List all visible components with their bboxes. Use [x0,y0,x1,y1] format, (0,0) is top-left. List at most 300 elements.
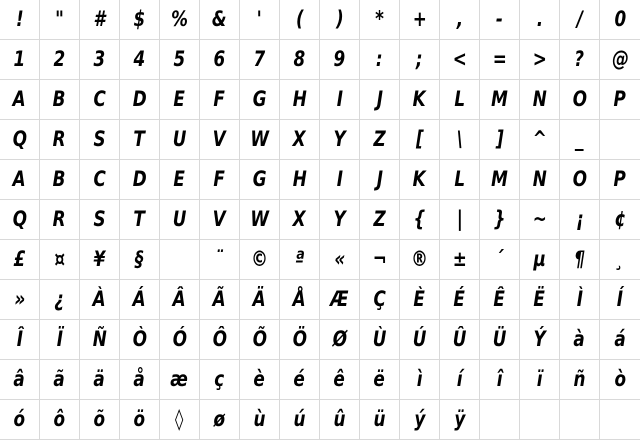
glyph-cell[interactable] [440,80,480,120]
glyph-character: > [532,47,547,71]
glyph-cell[interactable] [560,80,600,120]
glyph-character: V [212,127,226,151]
glyph-cell[interactable] [440,240,480,280]
glyph-cell[interactable] [120,200,160,240]
glyph-character: ¶ [574,247,585,271]
glyph-character: ; [416,47,423,71]
glyph-cell[interactable] [520,400,560,440]
glyph-cell[interactable] [400,400,440,440]
glyph-character: Û [452,327,467,351]
glyph-character: Ñ [92,327,107,351]
glyph-cell[interactable] [440,280,480,320]
glyph-character: M [491,167,508,191]
glyph-character: P [613,87,627,111]
glyph-cell[interactable] [240,320,280,360]
glyph-character: @ [611,47,629,71]
glyph-cell[interactable] [560,240,600,280]
glyph-cell[interactable] [480,160,520,200]
glyph-character: ì [416,367,423,391]
glyph-cell[interactable] [400,40,440,80]
glyph-cell[interactable] [440,160,480,200]
glyph-character: 2 [53,47,66,71]
glyph-cell[interactable] [600,200,640,240]
glyph-character: ® [411,247,428,271]
glyph-character: ù [253,407,266,431]
glyph-cell[interactable] [440,360,480,400]
glyph-cell[interactable] [400,0,440,40]
glyph-character: Ã [212,287,226,311]
glyph-character: ë [373,367,386,391]
glyph-cell[interactable] [40,160,80,200]
glyph-cell[interactable] [240,360,280,400]
glyph-character: æ [170,367,189,391]
glyph-cell[interactable] [480,360,520,400]
glyph-cell[interactable] [280,0,320,40]
glyph-cell[interactable] [200,80,240,120]
glyph-character: X [293,207,306,231]
glyph-character: ª [294,247,305,271]
glyph-cell[interactable] [360,80,400,120]
glyph-character: Ï [56,327,63,351]
glyph-cell[interactable] [400,160,440,200]
glyph-cell[interactable] [280,120,320,160]
glyph-cell[interactable] [360,240,400,280]
glyph-cell[interactable] [120,0,160,40]
glyph-character: : [376,47,383,71]
glyph-character: ¢ [614,207,626,231]
glyph-character: W [250,127,269,151]
glyph-cell[interactable] [0,160,40,200]
glyph-cell[interactable] [360,400,400,440]
glyph-cell[interactable] [480,120,520,160]
glyph-cell[interactable] [120,40,160,80]
glyph-character: 5 [173,47,186,71]
glyph-cell[interactable] [160,240,200,280]
glyph-cell[interactable] [480,280,520,320]
glyph-cell[interactable] [520,360,560,400]
glyph-character: ö [133,407,146,431]
glyph-cell[interactable] [160,120,200,160]
glyph-cell[interactable] [360,160,400,200]
glyph-character: E [173,87,186,111]
glyph-cell[interactable] [80,200,120,240]
glyph-character: ø [213,407,226,431]
glyph-character: ó [13,407,26,431]
glyph-character: M [491,87,508,111]
glyph-cell[interactable] [560,360,600,400]
glyph-cell[interactable] [600,120,640,160]
glyph-cell[interactable] [200,120,240,160]
glyph-character: I [336,167,343,191]
glyph-character: Í [616,287,624,311]
glyph-character: ! [15,7,24,31]
glyph-cell[interactable] [0,120,40,160]
glyph-cell[interactable] [160,400,200,440]
glyph-character: é [293,367,306,391]
glyph-character: ' [256,7,263,31]
glyph-cell[interactable] [120,360,160,400]
glyph-character: ÿ [454,407,465,431]
glyph-character: ¥ [93,247,106,271]
glyph-character: V [212,207,226,231]
glyph-cell[interactable] [360,360,400,400]
glyph-cell[interactable] [80,360,120,400]
glyph-character: À [92,287,106,311]
glyph-cell[interactable] [320,120,360,160]
glyph-cell[interactable] [480,80,520,120]
glyph-cell[interactable] [160,0,200,40]
glyph-cell[interactable] [40,120,80,160]
glyph-character: î [496,367,503,391]
glyph-cell[interactable] [120,240,160,280]
glyph-cell[interactable] [320,160,360,200]
glyph-character: ô [53,407,66,431]
glyph-cell[interactable] [600,280,640,320]
glyph-character: " [55,7,64,31]
glyph-cell[interactable] [40,80,80,120]
glyph-character: Ó [172,327,187,351]
glyph-cell[interactable] [200,0,240,40]
glyph-cell[interactable] [0,0,40,40]
glyph-character: B [53,87,66,111]
glyph-cell[interactable] [0,360,40,400]
glyph-cell[interactable] [520,120,560,160]
glyph-character: * [375,7,384,31]
glyph-character: » [14,287,25,311]
glyph-cell[interactable] [480,0,520,40]
glyph-cell[interactable] [40,400,80,440]
glyph-character: â [13,367,26,391]
glyph-cell[interactable] [0,40,40,80]
glyph-cell[interactable] [520,160,560,200]
glyph-character: Ë [533,287,546,311]
glyph-cell[interactable] [400,80,440,120]
glyph-cell[interactable] [160,160,200,200]
glyph-cell[interactable] [360,120,400,160]
glyph-character: Ì [576,287,583,311]
glyph-cell[interactable] [440,400,480,440]
glyph-cell[interactable] [440,320,480,360]
glyph-cell[interactable] [480,40,520,80]
glyph-cell[interactable] [120,280,160,320]
glyph-cell[interactable] [80,120,120,160]
glyph-character: C [93,167,106,191]
glyph-cell[interactable] [520,40,560,80]
glyph-character: ü [373,407,386,431]
glyph-cell[interactable] [560,120,600,160]
glyph-cell[interactable] [0,280,40,320]
glyph-cell[interactable] [480,400,520,440]
glyph-cell[interactable] [40,320,80,360]
glyph-cell[interactable] [0,80,40,120]
glyph-cell[interactable] [240,120,280,160]
glyph-character: ( [295,7,304,31]
glyph-cell[interactable] [280,320,320,360]
glyph-character: è [253,367,266,391]
glyph-character: D [132,167,147,191]
glyph-cell[interactable] [600,320,640,360]
glyph-character: ) [335,7,344,31]
glyph-cell[interactable] [320,360,360,400]
glyph-cell[interactable] [600,240,640,280]
glyph-character: / [576,7,583,31]
glyph-cell[interactable] [40,0,80,40]
glyph-cell[interactable] [160,320,200,360]
glyph-character: { [413,207,426,231]
glyph-cell[interactable] [560,40,600,80]
glyph-cell[interactable] [440,120,480,160]
glyph-cell[interactable] [520,80,560,120]
glyph-character: È [413,287,426,311]
glyph-cell[interactable] [40,280,80,320]
glyph-cell[interactable] [240,0,280,40]
glyph-cell[interactable] [80,160,120,200]
glyph-cell[interactable] [80,280,120,320]
glyph-character: [ [415,127,424,151]
glyph-cell[interactable] [360,200,400,240]
glyph-cell[interactable] [0,240,40,280]
glyph-character: Ü [492,327,507,351]
glyph-cell[interactable] [40,240,80,280]
glyph-cell[interactable] [160,80,200,120]
glyph-character: C [93,87,106,111]
glyph-character: I [336,87,343,111]
glyph-character: Á [132,287,146,311]
glyph-character: ú [293,407,306,431]
glyph-cell[interactable] [40,200,80,240]
glyph-character: G [252,167,267,191]
glyph-cell[interactable] [600,360,640,400]
glyph-cell[interactable] [600,400,640,440]
glyph-cell[interactable] [200,320,240,360]
glyph-character: Ú [412,327,427,351]
glyph-character: % [171,7,188,31]
glyph-cell[interactable] [80,240,120,280]
glyph-cell[interactable] [360,40,400,80]
glyph-character: , [456,7,463,31]
glyph-character: É [453,287,466,311]
glyph-character: Q [12,127,27,151]
glyph-cell[interactable] [120,320,160,360]
glyph-cell[interactable] [240,40,280,80]
glyph-character: E [173,167,186,191]
glyph-cell[interactable] [0,320,40,360]
glyph-character: Õ [252,327,267,351]
glyph-cell[interactable] [0,200,40,240]
glyph-cell[interactable] [320,0,360,40]
glyph-cell[interactable] [280,360,320,400]
glyph-cell[interactable] [520,0,560,40]
glyph-character: } [493,207,506,231]
glyph-character: F [213,167,226,191]
glyph-character: ñ [573,367,586,391]
glyph-character: + [412,7,427,31]
glyph-cell[interactable] [80,0,120,40]
glyph-character: Å [292,287,306,311]
glyph-cell[interactable] [320,240,360,280]
glyph-cell[interactable] [360,320,400,360]
glyph-cell[interactable] [240,240,280,280]
glyph-character: Ô [212,327,227,351]
glyph-cell[interactable] [200,280,240,320]
glyph-character: « [334,247,345,271]
glyph-character: W [250,207,269,231]
glyph-cell[interactable] [40,40,80,80]
glyph-cell[interactable] [120,80,160,120]
glyph-character: Â [172,287,186,311]
glyph-cell[interactable] [280,160,320,200]
glyph-cell[interactable] [240,160,280,200]
glyph-cell[interactable] [280,240,320,280]
glyph-character: J [376,167,383,191]
glyph-cell[interactable] [360,0,400,40]
glyph-character: P [613,167,627,191]
glyph-cell[interactable] [480,240,520,280]
glyph-cell[interactable] [480,200,520,240]
glyph-cell[interactable] [80,400,120,440]
glyph-character: Ö [292,327,307,351]
glyph-cell[interactable] [200,200,240,240]
glyph-character: O [572,167,587,191]
glyph-cell[interactable] [400,320,440,360]
glyph-character: ¬ [372,247,387,271]
glyph-character: 9 [333,47,346,71]
glyph-cell[interactable] [400,200,440,240]
glyph-cell[interactable] [0,400,40,440]
glyph-character: £ [13,247,26,271]
glyph-cell[interactable] [440,0,480,40]
glyph-cell[interactable] [200,160,240,200]
glyph-character: Ø [332,327,347,351]
glyph-character: R [53,127,66,151]
glyph-character: ã [53,367,66,391]
glyph-cell[interactable] [520,280,560,320]
glyph-cell[interactable] [480,320,520,360]
glyph-cell[interactable] [320,200,360,240]
glyph-cell[interactable] [200,400,240,440]
glyph-cell[interactable] [360,280,400,320]
glyph-character: 3 [93,47,106,71]
glyph-character: S [93,127,106,151]
glyph-cell[interactable] [600,40,640,80]
glyph-character: ◊ [175,407,184,431]
glyph-cell[interactable] [320,400,360,440]
glyph-cell[interactable] [280,280,320,320]
glyph-cell[interactable] [400,360,440,400]
glyph-cell[interactable] [400,240,440,280]
glyph-character: á [614,327,626,351]
glyph-character: ~ [532,207,547,231]
glyph-character: ? [574,47,585,71]
glyph-character: S [93,207,106,231]
glyph-character: Î [16,327,23,351]
glyph-character: A [12,87,26,111]
glyph-cell[interactable] [320,40,360,80]
glyph-cell[interactable] [520,320,560,360]
glyph-cell[interactable] [600,160,640,200]
glyph-cell[interactable] [600,80,640,120]
glyph-character: Q [12,207,27,231]
glyph-character: Z [373,127,386,151]
glyph-character: 8 [293,47,306,71]
glyph-character: à [573,327,586,351]
glyph-cell[interactable] [440,40,480,80]
glyph-character: L [454,167,465,191]
glyph-character: T [133,207,146,231]
glyph-cell[interactable] [440,200,480,240]
glyph-cell[interactable] [560,400,600,440]
glyph-character: õ [93,407,106,431]
glyph-character: ¤ [54,247,65,271]
glyph-character: ï [536,367,543,391]
glyph-cell[interactable] [80,320,120,360]
glyph-character: U [172,127,187,151]
glyph-cell[interactable] [280,80,320,120]
glyph-cell[interactable] [240,80,280,120]
glyph-character: û [333,407,346,431]
glyph-character: 4 [133,47,146,71]
glyph-character: G [252,87,267,111]
glyph-cell[interactable] [40,360,80,400]
glyph-cell[interactable] [120,120,160,160]
glyph-cell[interactable] [320,80,360,120]
glyph-cell[interactable] [120,400,160,440]
glyph-cell[interactable] [80,80,120,120]
glyph-cell[interactable] [400,120,440,160]
glyph-cell[interactable] [520,200,560,240]
glyph-cell[interactable] [160,200,200,240]
glyph-cell[interactable] [240,400,280,440]
glyph-cell[interactable] [240,280,280,320]
glyph-cell[interactable] [560,160,600,200]
glyph-character: Ç [373,287,386,311]
glyph-cell[interactable] [320,320,360,360]
glyph-character: ¨ [215,247,224,271]
glyph-character: U [172,207,187,231]
glyph-cell[interactable] [120,160,160,200]
glyph-character: H [292,87,307,111]
glyph-character: X [293,127,306,151]
glyph-cell[interactable] [320,280,360,320]
glyph-character: = [492,47,507,71]
glyph-cell[interactable] [560,320,600,360]
glyph-cell[interactable] [160,360,200,400]
glyph-cell[interactable] [400,280,440,320]
glyph-cell[interactable] [280,400,320,440]
glyph-cell[interactable] [560,0,600,40]
glyph-cell[interactable] [200,360,240,400]
glyph-character: ê [333,367,346,391]
glyph-cell[interactable] [280,40,320,80]
glyph-character: ¿ [54,287,65,311]
glyph-character: µ [533,247,546,271]
glyph-cell[interactable] [240,200,280,240]
glyph-character: Æ [330,287,349,311]
glyph-cell[interactable] [200,240,240,280]
glyph-cell[interactable] [80,40,120,80]
glyph-cell[interactable] [200,40,240,80]
glyph-character: ] [495,127,504,151]
glyph-cell[interactable] [160,40,200,80]
glyph-cell[interactable] [560,200,600,240]
glyph-cell[interactable] [160,280,200,320]
glyph-cell[interactable] [280,200,320,240]
glyph-cell[interactable] [600,0,640,40]
glyph-character: 0 [614,7,626,31]
glyph-cell[interactable] [560,280,600,320]
glyph-cell[interactable] [520,240,560,280]
glyph-character: _ [575,127,584,151]
